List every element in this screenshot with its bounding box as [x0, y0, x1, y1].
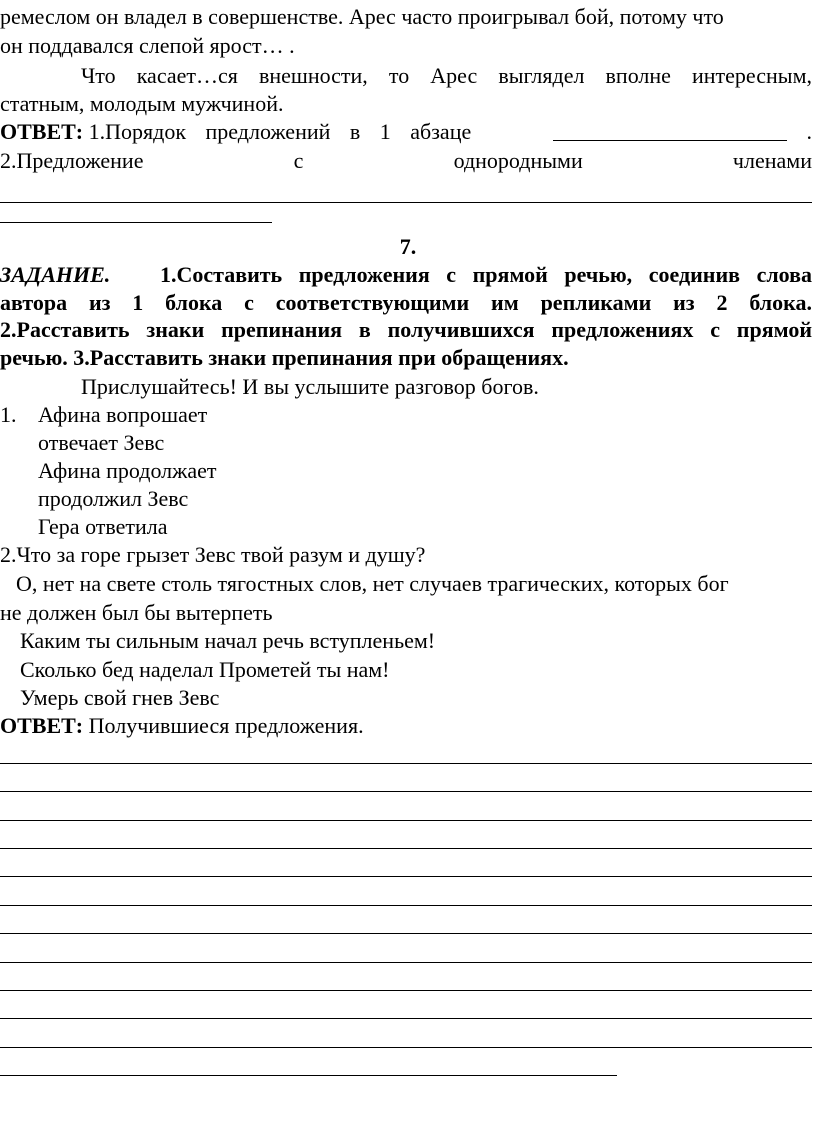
writing-line[interactable] — [0, 791, 812, 792]
writing-line[interactable] — [0, 1075, 617, 1076]
answer-line — [0, 147, 812, 175]
answer-line — [0, 712, 364, 740]
list-item: Афина вопрошает — [38, 402, 208, 427]
writing-line[interactable] — [0, 1018, 812, 1019]
task-line: 2.Расставить знаки препинания в получившихся предложениях с прямой — [0, 317, 812, 342]
answer-text: Получившиеся предложения. — [88, 713, 364, 738]
answer-blank[interactable] — [553, 120, 787, 141]
answer-blank-line[interactable] — [0, 222, 272, 223]
list-item: отвечает Зевс — [38, 430, 165, 455]
list-item: Гера ответила — [38, 514, 168, 539]
task-line — [0, 261, 812, 289]
writing-line[interactable] — [0, 990, 812, 991]
task-line: автора из 1 блока с соответствующими им репликами из 2 блока. — [0, 290, 812, 315]
writing-line[interactable] — [0, 962, 812, 963]
answer-period: . — [806, 119, 812, 144]
writing-line[interactable] — [0, 848, 812, 849]
answer-item: 1.Порядок предложений в 1 абзаце — [88, 119, 472, 144]
writing-line[interactable] — [0, 763, 812, 764]
writing-line[interactable] — [0, 905, 812, 906]
answer-word: однородными — [453, 148, 583, 173]
text-line: Каким ты сильным начал речь вступленьем! — [20, 628, 436, 653]
text-line: ремеслом он владел в совершенстве. Арес часто проигрывал бой, потому что — [0, 4, 724, 29]
list-number: 1. — [0, 402, 17, 427]
intro-line: Прислушайтесь! И вы услышите разговор богов. — [81, 374, 539, 399]
text-line: Умерь свой гнев Зевс — [20, 685, 220, 710]
task-number: 7. — [399, 234, 417, 259]
answer-word: 2.Предложение — [0, 148, 144, 173]
text-line: Что касает…ся внешности, то Арес выглядел вполне интересным, — [81, 63, 812, 88]
text-line: 2.Что за горе грызет Зевс твой разум и душу? — [0, 542, 426, 567]
list-item: Афина продолжает — [38, 458, 217, 483]
text-line: О, нет на свете столь тягостных слов, нет случаев трагических, которых бог — [16, 571, 729, 596]
writing-line[interactable] — [0, 876, 812, 877]
answer-word: членами — [732, 148, 812, 173]
writing-line[interactable] — [0, 1047, 812, 1048]
task-label: ЗАДАНИЕ. — [0, 262, 111, 287]
text-line: статным, молодым мужчиной. — [0, 91, 284, 116]
text-line: не должен был бы вытерпеть — [0, 600, 273, 625]
answer-blank-line[interactable] — [0, 202, 812, 203]
answer-label: ОТВЕТ: — [0, 713, 84, 738]
list-item: продолжил Зевс — [38, 486, 189, 511]
text-line: Сколько бед наделал Прометей ты нам! — [20, 657, 390, 682]
text-line: он поддавался слепой ярост… . — [0, 33, 295, 58]
answer-word: с — [293, 148, 304, 173]
writing-line[interactable] — [0, 820, 812, 821]
writing-line[interactable] — [0, 933, 812, 934]
answer-line — [0, 118, 812, 146]
task-text: 1.Составить предложения с прямой речью, соединив слова — [159, 262, 813, 287]
task-line: речью. 3.Расставить знаки препинания при обращениях. — [0, 345, 569, 370]
answer-label: ОТВЕТ: — [0, 119, 84, 144]
